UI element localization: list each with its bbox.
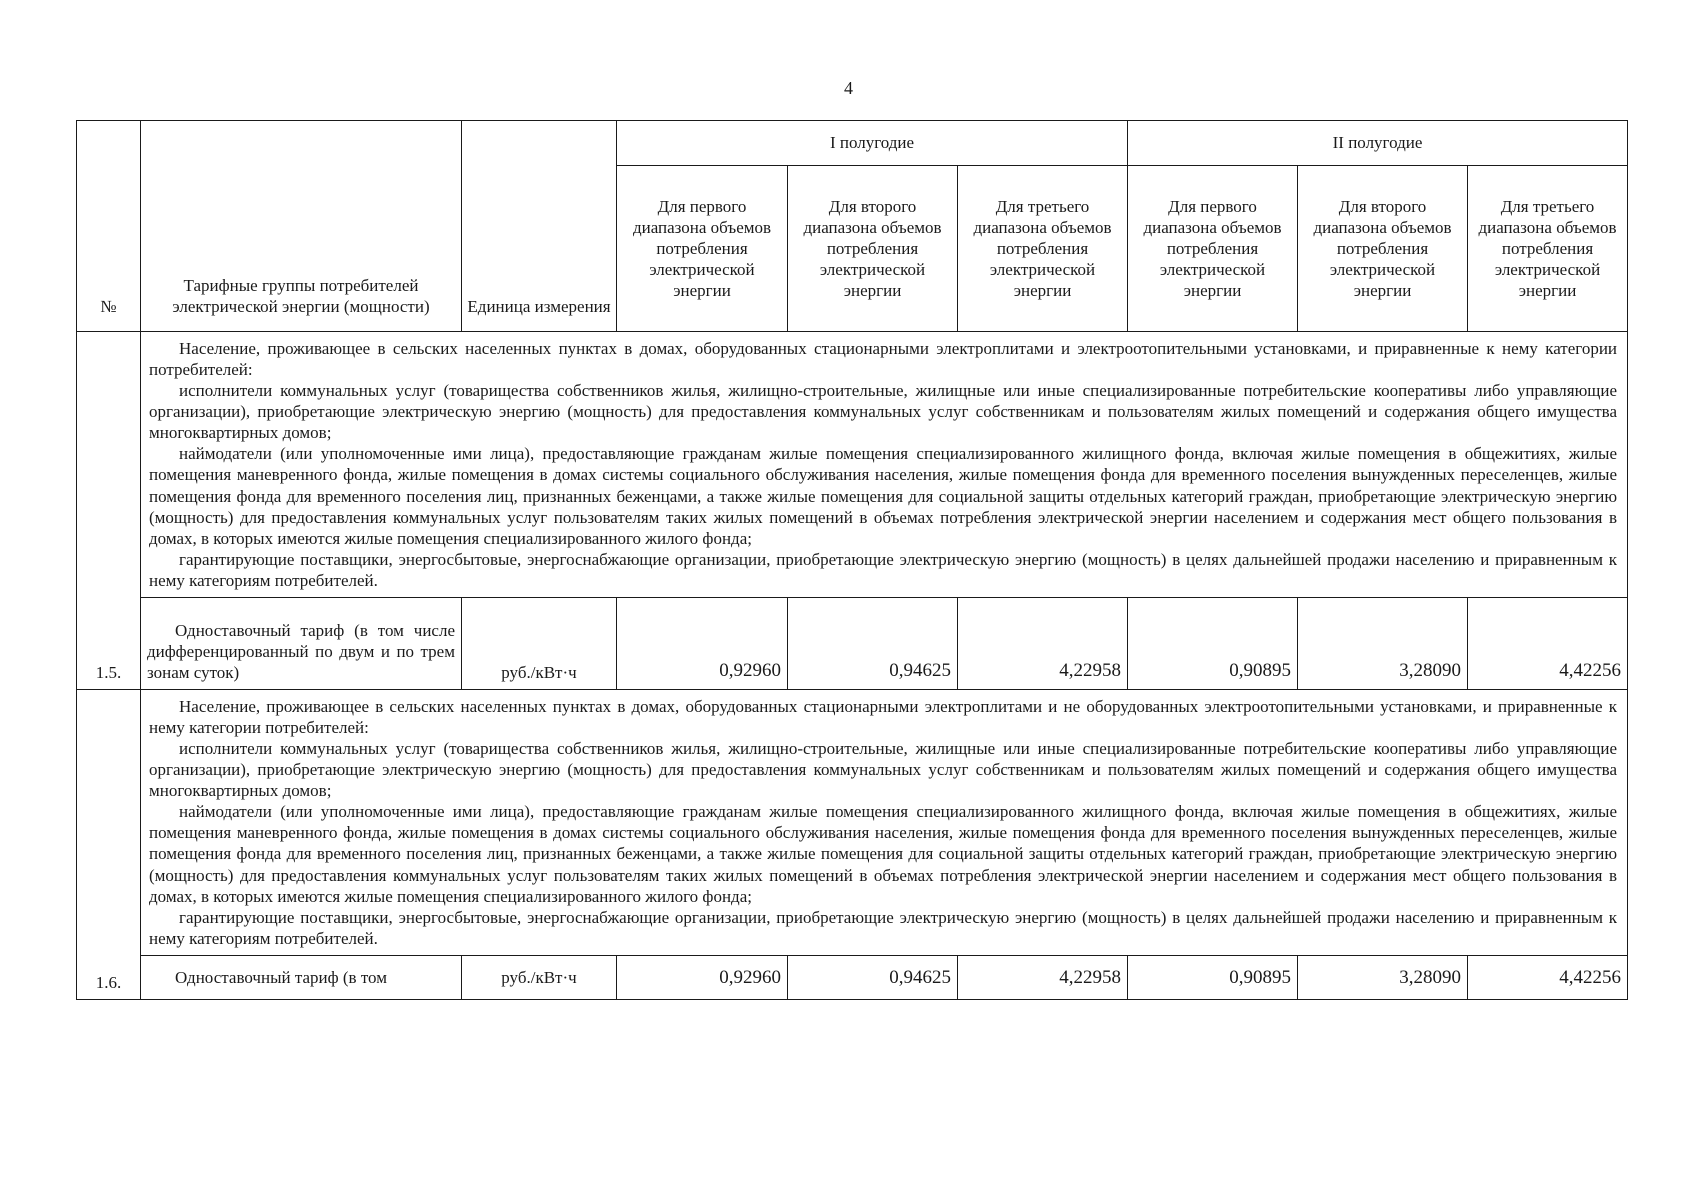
header-group: Тарифные группы потребителей электрической энергии (мощности) xyxy=(141,121,462,332)
description-paragraph: Население, проживающее в сельских населенных пунктах в домах, оборудованных стационарными электроплитами и не оборудованных электроотопительными установками, и приравненные к нему категории потребителей: xyxy=(149,696,1618,738)
value-h2-range-1: 0,90895 xyxy=(1128,597,1298,689)
header-no: № xyxy=(77,121,141,332)
header-unit: Единица измерения xyxy=(462,121,617,332)
description-paragraph: исполнители коммунальных услуг (товарищества собственников жилья, жилищно-строительные, жилищные или иные специализированные потребительские кооперативы либо управляющие организации), приобретающие электрическую энергию (мощность) для предоставления коммунальных услуг собственникам и пользователям жилых помещений и содержания общего имущества многоквартирных домов; xyxy=(149,739,1618,801)
header-row-1 xyxy=(77,121,1628,166)
page-number: 4 xyxy=(844,78,853,98)
header-half-1: I полугодие xyxy=(617,121,1128,166)
description-paragraph: исполнители коммунальных услуг (товарищества собственников жилья, жилищно-строительные, жилищные или иные специализированные потребительские кооперативы либо управляющие организации), приобретающие электрическую энергию (мощность) для предоставления коммунальных услуг собственникам и пользователям жилых помещений и содержания общего имущества многоквартирных домов; xyxy=(149,381,1618,443)
value-h2-range-2: 3,28090 xyxy=(1298,955,1468,999)
value-h2-range-1: 0,90895 xyxy=(1128,955,1298,999)
header-h1-range-3: Для третьего диапазона объемов потребления электрической энергии xyxy=(958,166,1128,332)
header-h2-range-2: Для второго диапазона объемов потребления электрической энергии xyxy=(1298,166,1468,332)
unit-cell: руб./кВт·ч xyxy=(462,955,617,999)
value-h2-range-2: 3,28090 xyxy=(1298,597,1468,689)
value-h1-range-1: 0,92960 xyxy=(617,597,788,689)
value-h2-range-3: 4,42256 xyxy=(1468,955,1628,999)
section-1-5-tariff-row xyxy=(77,597,1628,689)
section-description xyxy=(141,689,1628,955)
value-h1-range-2: 0,94625 xyxy=(788,597,958,689)
value-h1-range-3: 4,22958 xyxy=(958,955,1128,999)
section-1-6-tariff-row xyxy=(77,955,1628,999)
description-paragraph: наймодатели (или уполномоченные ими лица), предоставляющие гражданам жилые помещения специализированного жилищного фонда, включая жилые помещения в общежитиях, жилые помещения маневренного фонда, жилые помещения в домах системы социального обслуживания населения, жилые помещения фонда для временного поселения вынужденных переселенцев, жилые помещения фонда для временного поселения лиц, признанных беженцами, а также жилые помещения для социальной защиты отдельных категорий граждан, приобретающие электрическую энергию (мощность) для предоставления коммунальных услуг пользователям таких жилых помещений в объемах потребления электрической энергии населением и содержания мест общего пользования в домах, в которых имеются жилые помещения специализированного жилого фонда; xyxy=(149,802,1618,906)
header-half-2: II полугодие xyxy=(1128,121,1628,166)
tariff-label xyxy=(141,955,462,999)
value-h1-range-3: 4,22958 xyxy=(958,597,1128,689)
description-paragraph: гарантирующие поставщики, энергосбытовые, энергоснабжающие организации, приобретающие электрическую энергию (мощность) в целях дальнейшей продажи населению и приравненным к нему категориям потребителей. xyxy=(149,907,1618,948)
section-description xyxy=(141,332,1628,598)
tariff-label xyxy=(141,597,462,689)
header-h1-range-2: Для второго диапазона объемов потребления электрической энергии xyxy=(788,166,958,332)
header-h2-range-1: Для первого диапазона объемов потребления электрической энергии xyxy=(1128,166,1298,332)
value-h1-range-1: 0,92960 xyxy=(617,955,788,999)
description-paragraph: гарантирующие поставщики, энергосбытовые, энергоснабжающие организации, приобретающие электрическую энергию (мощность) в целях дальнейшей продажи населению и приравненным к нему категориям потребителей. xyxy=(149,549,1618,590)
header-h2-range-3: Для третьего диапазона объемов потребления электрической энергии xyxy=(1468,166,1628,332)
section-1-6-description-row xyxy=(77,689,1628,955)
unit-cell: руб./кВт·ч xyxy=(462,597,617,689)
tariff-label-text: Одноставочный тариф (в том xyxy=(175,967,387,987)
tariff-table xyxy=(76,120,1628,1000)
tariff-label-text: Одноставочный тариф (в том числе дифференцированный по двум и по трем зонам суток) xyxy=(147,620,455,682)
section-1-5-description-row xyxy=(77,332,1628,598)
description-paragraph: Население, проживающее в сельских населенных пунктах в домах, оборудованных стационарными электроплитами и электроотопительными установками, и приравненные к нему категории потребителей: xyxy=(149,339,1618,380)
row-number: 1.5. xyxy=(77,332,141,690)
row-number: 1.6. xyxy=(77,689,141,999)
description-paragraph: наймодатели (или уполномоченные ими лица), предоставляющие гражданам жилые помещения специализированного жилищного фонда, включая жилые помещения в общежитиях, жилые помещения маневренного фонда, жилые помещения в домах системы социального обслуживания населения, жилые помещения фонда для временного поселения вынужденных переселенцев, жилые помещения фонда для временного поселения лиц, признанных беженцами, а также жилые помещения для социальной защиты отдельных категорий граждан, приобретающие электрическую энергию (мощность) для предоставления коммунальных услуг пользователям таких жилых помещений в объемах потребления электрической энергии населением и содержания мест общего пользования в домах, в которых имеются жилые помещения специализированного жилого фонда; xyxy=(149,444,1618,548)
value-h1-range-2: 0,94625 xyxy=(788,955,958,999)
value-h2-range-3: 4,42256 xyxy=(1468,597,1628,689)
header-h1-range-1: Для первого диапазона объемов потребления электрической энергии xyxy=(617,166,788,332)
